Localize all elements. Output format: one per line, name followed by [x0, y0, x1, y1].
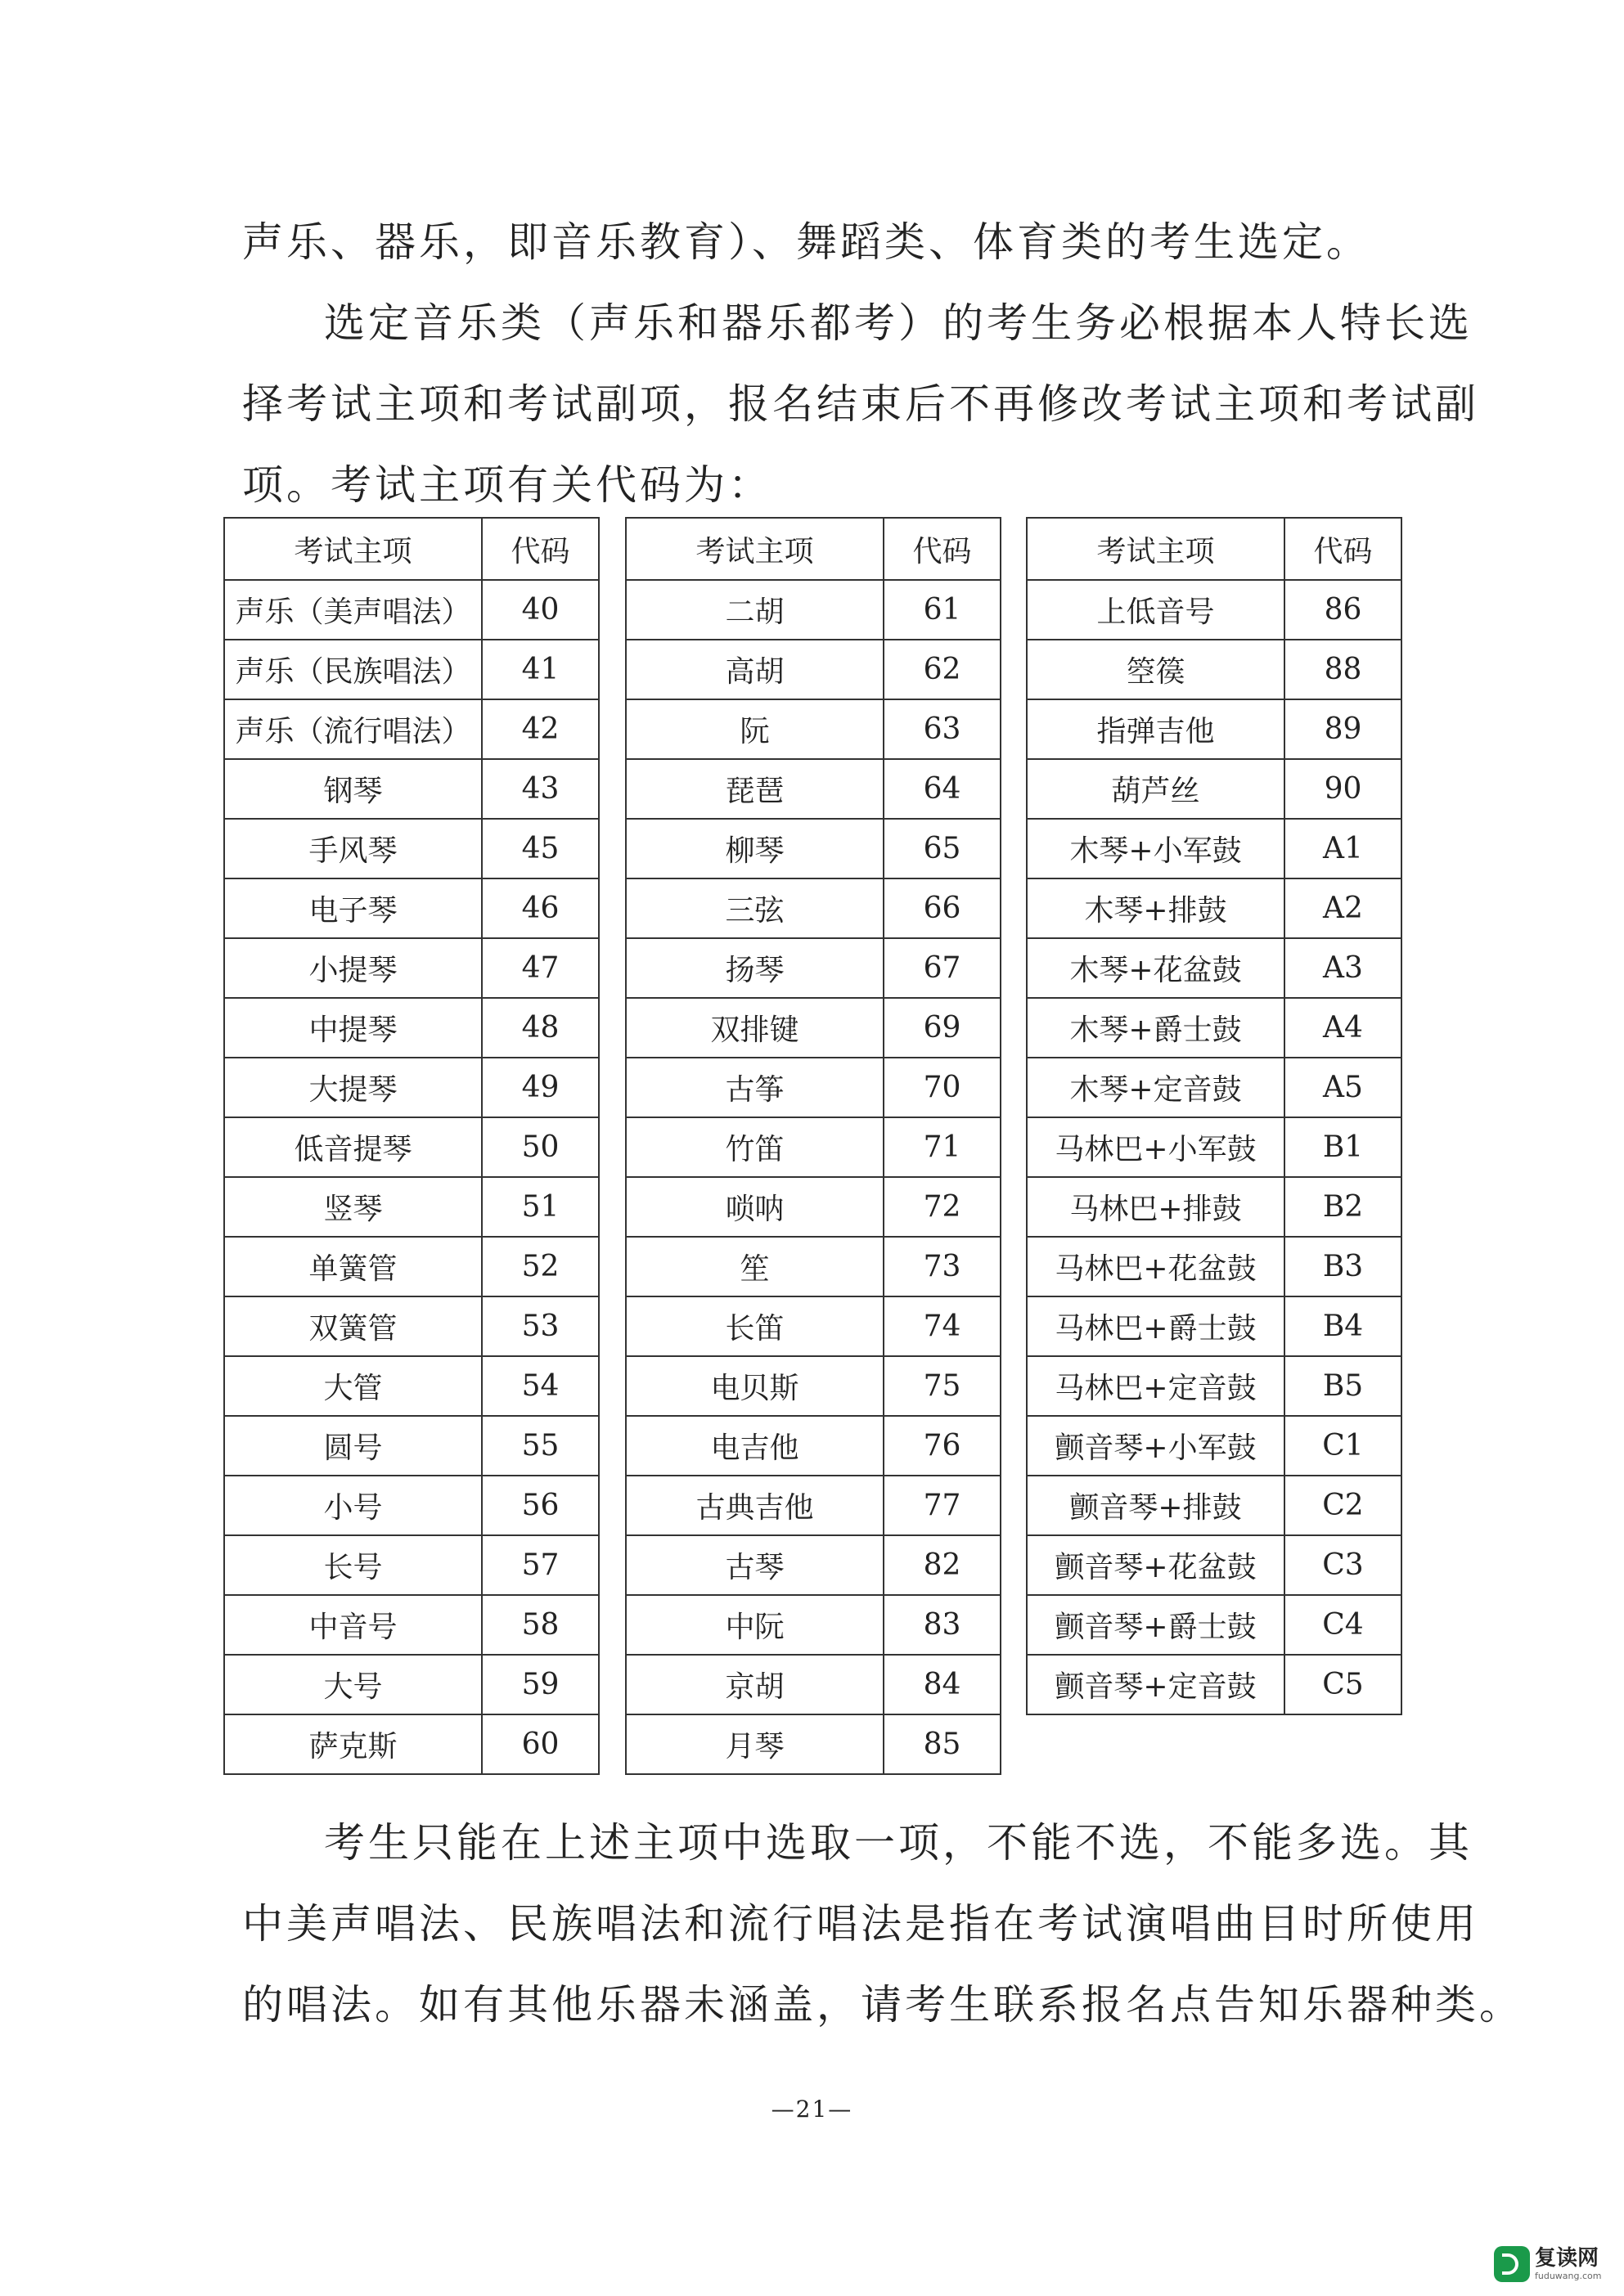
- item-name: 唢呐: [626, 1177, 884, 1237]
- item-code: 46: [482, 878, 599, 938]
- paragraph-selection-line-2: 择考试主项和考试副项，报名结束后不再修改考试主项和考试副: [242, 380, 1479, 428]
- item-code: 77: [884, 1476, 1001, 1535]
- item-code: C5: [1284, 1655, 1401, 1714]
- item-name: 声乐（美声唱法）: [224, 580, 482, 640]
- table-row: [626, 699, 1001, 759]
- item-code: 43: [482, 759, 599, 819]
- item-code: 57: [482, 1535, 599, 1595]
- item-code: 74: [884, 1296, 1001, 1356]
- item-code: 42: [482, 699, 599, 759]
- table-row: [224, 1237, 599, 1296]
- item-code: 72: [884, 1177, 1001, 1237]
- item-code: A2: [1284, 878, 1401, 938]
- item-code: A5: [1284, 1058, 1401, 1117]
- table-row: [626, 1356, 1001, 1416]
- item-code: 71: [884, 1117, 1001, 1177]
- table-row: [224, 998, 599, 1058]
- table-row: [224, 1117, 599, 1177]
- item-code: 69: [884, 998, 1001, 1058]
- item-code: 67: [884, 938, 1001, 998]
- item-code: B4: [1284, 1296, 1401, 1356]
- table-header-row: [626, 518, 1001, 580]
- table-row: [224, 938, 599, 998]
- table-row: [626, 1177, 1001, 1237]
- item-name: 颤音琴+花盆鼓: [1027, 1535, 1284, 1595]
- item-name: 笙: [626, 1237, 884, 1296]
- item-name: 颤音琴+排鼓: [1027, 1476, 1284, 1535]
- item-code: 60: [482, 1714, 599, 1774]
- code-table-1: [223, 517, 600, 1775]
- item-name: 萨克斯: [224, 1714, 482, 1774]
- table-row: [224, 759, 599, 819]
- item-name: 木琴+排鼓: [1027, 878, 1284, 938]
- item-name: 上低音号: [1027, 580, 1284, 640]
- item-code: 70: [884, 1058, 1001, 1117]
- item-code: C1: [1284, 1416, 1401, 1476]
- item-code: 88: [1284, 640, 1401, 699]
- table-row: [224, 640, 599, 699]
- item-name: 马林巴+花盆鼓: [1027, 1237, 1284, 1296]
- item-name: 低音提琴: [224, 1117, 482, 1177]
- item-code: 47: [482, 938, 599, 998]
- item-code: 64: [884, 759, 1001, 819]
- table-row: [224, 1595, 599, 1655]
- item-code: 76: [884, 1416, 1001, 1476]
- item-name: 电贝斯: [626, 1356, 884, 1416]
- item-code: 61: [884, 580, 1001, 640]
- item-name: 长笛: [626, 1296, 884, 1356]
- item-code: 89: [1284, 699, 1401, 759]
- item-code: 53: [482, 1296, 599, 1356]
- item-code: 58: [482, 1595, 599, 1655]
- table-row: [224, 1058, 599, 1117]
- table-row: [626, 1416, 1001, 1476]
- item-code: A4: [1284, 998, 1401, 1058]
- item-code: 84: [884, 1655, 1001, 1714]
- item-code: 54: [482, 1356, 599, 1416]
- item-name: 古筝: [626, 1058, 884, 1117]
- table-row: [1027, 1237, 1401, 1296]
- item-name: 木琴+小军鼓: [1027, 819, 1284, 878]
- table-row: [224, 1177, 599, 1237]
- table-row: [1027, 1535, 1401, 1595]
- item-code: B2: [1284, 1177, 1401, 1237]
- item-code: 48: [482, 998, 599, 1058]
- item-code: C4: [1284, 1595, 1401, 1655]
- paragraph-continuation: 声乐、器乐，即音乐教育）、舞蹈类、体育类的考生选定。: [242, 218, 1370, 266]
- item-name: 电吉他: [626, 1416, 884, 1476]
- table-row: [626, 1117, 1001, 1177]
- item-code: B5: [1284, 1356, 1401, 1416]
- table-row: [1027, 1476, 1401, 1535]
- table-row: [626, 938, 1001, 998]
- watermark-logo: [1494, 2241, 1617, 2287]
- code-table-3: [1026, 517, 1402, 1715]
- table-row: [626, 1476, 1001, 1535]
- item-code: C3: [1284, 1535, 1401, 1595]
- item-name: 大管: [224, 1356, 482, 1416]
- table-row: [626, 878, 1001, 938]
- table-row: [224, 1535, 599, 1595]
- item-code: 40: [482, 580, 599, 640]
- item-name: 小号: [224, 1476, 482, 1535]
- item-name: 高胡: [626, 640, 884, 699]
- item-name: 竹笛: [626, 1117, 884, 1177]
- item-name: 月琴: [626, 1714, 884, 1774]
- header-item: 考试主项: [1027, 518, 1284, 580]
- table-row: [1027, 759, 1401, 819]
- item-name: 箜篌: [1027, 640, 1284, 699]
- page-number: —21—: [771, 2096, 853, 2123]
- item-name: 中音号: [224, 1595, 482, 1655]
- table-row: [1027, 1296, 1401, 1356]
- table-row: [1027, 878, 1401, 938]
- item-name: 中提琴: [224, 998, 482, 1058]
- table-row: [1027, 1058, 1401, 1117]
- item-code: 90: [1284, 759, 1401, 819]
- item-code: 82: [884, 1535, 1001, 1595]
- table-row: [626, 1296, 1001, 1356]
- item-name: 颤音琴+爵士鼓: [1027, 1595, 1284, 1655]
- table-row: [224, 580, 599, 640]
- item-name: 马林巴+定音鼓: [1027, 1356, 1284, 1416]
- watermark-title: 复读网: [1535, 2246, 1599, 2271]
- item-code: 49: [482, 1058, 599, 1117]
- item-name: 颤音琴+小军鼓: [1027, 1416, 1284, 1476]
- item-name: 颤音琴+定音鼓: [1027, 1655, 1284, 1714]
- item-name: 木琴+花盆鼓: [1027, 938, 1284, 998]
- table-row: [1027, 580, 1401, 640]
- item-code: 52: [482, 1237, 599, 1296]
- table-row: [626, 819, 1001, 878]
- item-code: A1: [1284, 819, 1401, 878]
- fuduwang-logo-icon: [1494, 2246, 1530, 2282]
- item-name: 阮: [626, 699, 884, 759]
- table-row: [1027, 998, 1401, 1058]
- item-name: 京胡: [626, 1655, 884, 1714]
- table-row: [626, 640, 1001, 699]
- item-code: 85: [884, 1714, 1001, 1774]
- item-name: 马林巴+爵士鼓: [1027, 1296, 1284, 1356]
- paragraph-rules-line-2: 中美声唱法、民族唱法和流行唱法是指在考试演唱曲目时所使用: [242, 1900, 1479, 1948]
- paragraph-selection-line-3: 项。考试主项有关代码为：: [242, 461, 772, 509]
- table-header-row: [224, 518, 599, 580]
- item-name: 竖琴: [224, 1177, 482, 1237]
- item-code: 51: [482, 1177, 599, 1237]
- item-name: 指弹吉他: [1027, 699, 1284, 759]
- item-name: 古琴: [626, 1535, 884, 1595]
- table-row: [1027, 699, 1401, 759]
- item-code: 62: [884, 640, 1001, 699]
- table-row: [626, 1714, 1001, 1774]
- table-row: [1027, 1356, 1401, 1416]
- table-row: [626, 1535, 1001, 1595]
- header-code: 代码: [1284, 518, 1401, 580]
- table-row: [1027, 1177, 1401, 1237]
- item-name: 琵琶: [626, 759, 884, 819]
- header-item: 考试主项: [224, 518, 482, 580]
- table-row: [224, 878, 599, 938]
- item-code: B3: [1284, 1237, 1401, 1296]
- table-row: [224, 1296, 599, 1356]
- item-code: A3: [1284, 938, 1401, 998]
- table-row: [1027, 640, 1401, 699]
- table-row: [224, 819, 599, 878]
- item-code: 73: [884, 1237, 1001, 1296]
- item-name: 柳琴: [626, 819, 884, 878]
- code-table-2: [625, 517, 1001, 1775]
- item-code: 75: [884, 1356, 1001, 1416]
- item-code: 83: [884, 1595, 1001, 1655]
- item-code: 55: [482, 1416, 599, 1476]
- table-row: [626, 1655, 1001, 1714]
- item-code: 45: [482, 819, 599, 878]
- table-row: [1027, 1117, 1401, 1177]
- table-row: [626, 998, 1001, 1058]
- table-row: [224, 1714, 599, 1774]
- header-code: 代码: [482, 518, 599, 580]
- item-name: 三弦: [626, 878, 884, 938]
- item-code: 50: [482, 1117, 599, 1177]
- table-row: [626, 1058, 1001, 1117]
- table-row: [626, 580, 1001, 640]
- item-name: 声乐（流行唱法）: [224, 699, 482, 759]
- item-name: 马林巴+排鼓: [1027, 1177, 1284, 1237]
- item-name: 马林巴+小军鼓: [1027, 1117, 1284, 1177]
- item-name: 声乐（民族唱法）: [224, 640, 482, 699]
- item-name: 长号: [224, 1535, 482, 1595]
- item-code: 59: [482, 1655, 599, 1714]
- table-row: [626, 1237, 1001, 1296]
- paragraph-rules-line-1: 考生只能在上述主项中选取一项，不能不选，不能多选。其: [324, 1819, 1473, 1867]
- table-row: [1027, 1595, 1401, 1655]
- table-row: [224, 1655, 599, 1714]
- item-name: 木琴+爵士鼓: [1027, 998, 1284, 1058]
- item-name: 大号: [224, 1655, 482, 1714]
- watermark-url: fuduwang.com: [1535, 2271, 1602, 2281]
- item-name: 古典吉他: [626, 1476, 884, 1535]
- item-name: 扬琴: [626, 938, 884, 998]
- table-row: [224, 1356, 599, 1416]
- table-row: [1027, 819, 1401, 878]
- item-code: B1: [1284, 1117, 1401, 1177]
- table-row: [224, 1476, 599, 1535]
- item-name: 电子琴: [224, 878, 482, 938]
- table-row: [224, 699, 599, 759]
- item-name: 手风琴: [224, 819, 482, 878]
- item-name: 单簧管: [224, 1237, 482, 1296]
- header-item: 考试主项: [626, 518, 884, 580]
- item-code: 66: [884, 878, 1001, 938]
- table-row: [1027, 1416, 1401, 1476]
- table-row: [626, 759, 1001, 819]
- item-code: 63: [884, 699, 1001, 759]
- item-code: 56: [482, 1476, 599, 1535]
- item-code: 86: [1284, 580, 1401, 640]
- item-code: 65: [884, 819, 1001, 878]
- paragraph-selection-line-1: 选定音乐类（声乐和器乐都考）的考生务必根据本人特长选: [324, 299, 1473, 347]
- item-name: 大提琴: [224, 1058, 482, 1117]
- item-name: 二胡: [626, 580, 884, 640]
- item-name: 钢琴: [224, 759, 482, 819]
- item-name: 木琴+定音鼓: [1027, 1058, 1284, 1117]
- item-name: 中阮: [626, 1595, 884, 1655]
- paragraph-rules-line-3: 的唱法。如有其他乐器未涵盖，请考生联系报名点告知乐器种类。: [242, 1981, 1523, 2029]
- table-row: [1027, 938, 1401, 998]
- item-name: 小提琴: [224, 938, 482, 998]
- item-name: 双簧管: [224, 1296, 482, 1356]
- item-name: 圆号: [224, 1416, 482, 1476]
- item-name: 葫芦丝: [1027, 759, 1284, 819]
- item-code: 41: [482, 640, 599, 699]
- table-row: [1027, 1655, 1401, 1714]
- item-code: C2: [1284, 1476, 1401, 1535]
- table-row: [626, 1595, 1001, 1655]
- header-code: 代码: [884, 518, 1001, 580]
- table-row: [224, 1416, 599, 1476]
- item-name: 双排键: [626, 998, 884, 1058]
- table-header-row: [1027, 518, 1401, 580]
